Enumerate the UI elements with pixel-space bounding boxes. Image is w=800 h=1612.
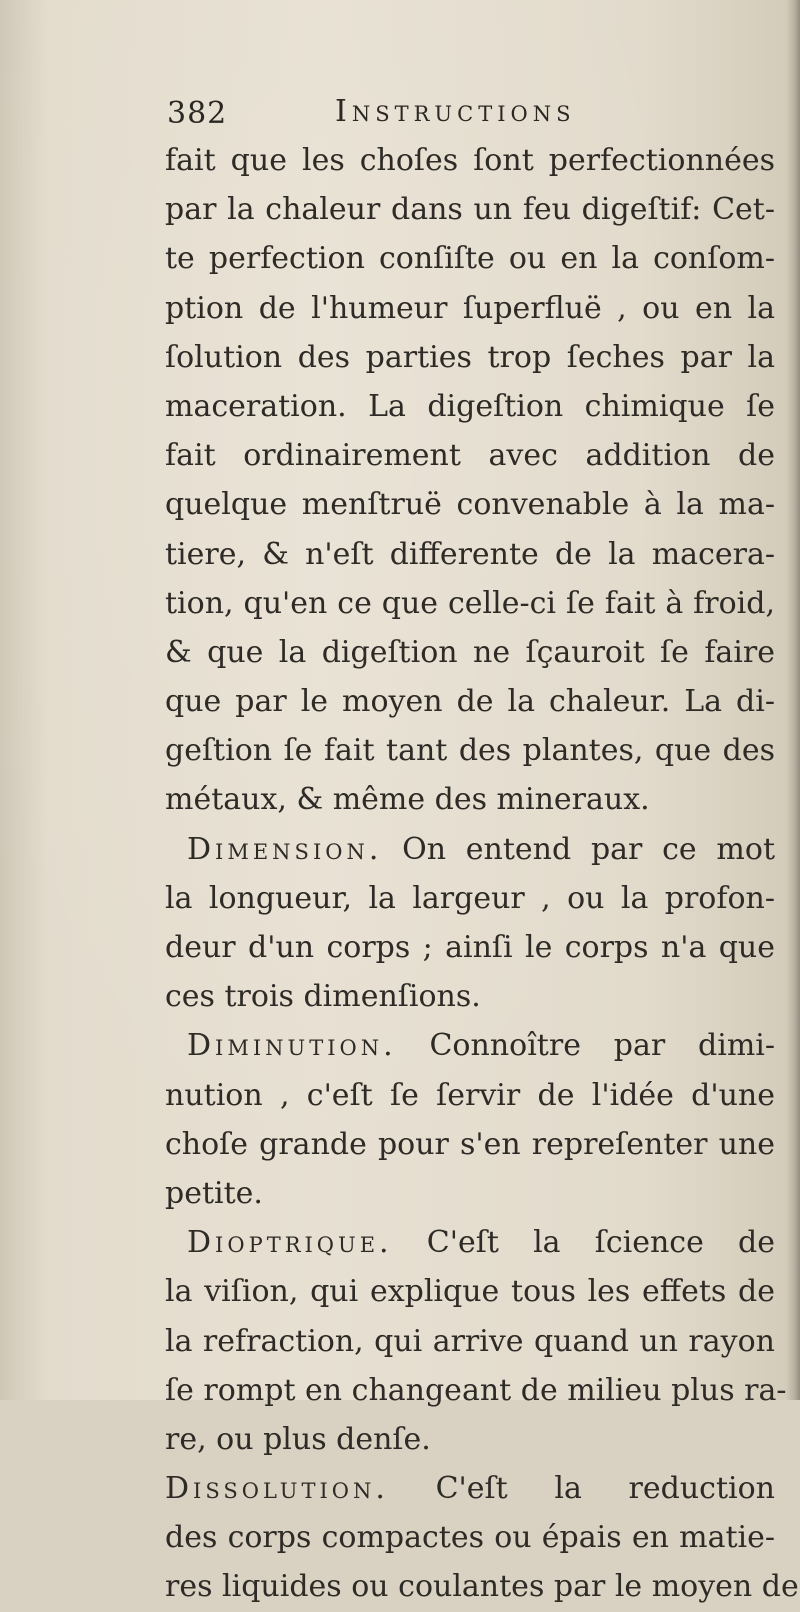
text-line <box>165 923 775 972</box>
entry-headword: Diminution. <box>187 1028 397 1064</box>
text-line <box>165 775 775 824</box>
text-line <box>165 480 775 529</box>
line-text: petite. <box>165 1175 263 1211</box>
page-edge-shadow <box>786 0 800 1400</box>
text-line <box>165 1021 775 1070</box>
text-line <box>165 1366 787 1415</box>
body-text <box>165 136 799 1612</box>
line-text: Connoître par dimi- <box>396 1028 775 1064</box>
running-head <box>167 94 777 134</box>
entry-headword: Dioptrique. <box>187 1225 393 1261</box>
line-text: ces trois dimenſions. <box>165 979 481 1015</box>
text-line <box>165 628 775 677</box>
page-number: 382 <box>167 96 228 131</box>
line-text: re, ou plus denſe. <box>165 1421 431 1457</box>
entry-headword: Dissolution. <box>165 1471 389 1507</box>
line-text: geſtion ſe fait tant des plantes, que des <box>165 733 775 769</box>
text-line <box>165 1267 775 1316</box>
line-text: & que la digeſtion ne ſçauroit ſe faire <box>165 634 775 670</box>
text-line <box>165 185 775 234</box>
text-line <box>165 234 775 283</box>
line-text: res liquides ou coulantes par le moyen de <box>165 1569 799 1605</box>
text-line <box>165 874 775 923</box>
text-line <box>165 431 775 480</box>
text-line <box>165 1071 775 1120</box>
line-text: la viſion, qui explique tous les effets de <box>165 1274 775 1310</box>
line-text: des corps compactes ou épais en matie- <box>165 1520 775 1556</box>
line-text: quelque menſtruë convenable à la ma- <box>165 487 775 523</box>
text-line <box>165 579 775 628</box>
text-line <box>165 1562 799 1611</box>
text-line <box>165 1120 775 1169</box>
line-text: tion, qu'en ce que celle-ci ſe fait à froid, <box>165 585 775 621</box>
line-text: C'eſt la reduction <box>388 1471 775 1507</box>
line-text: la refraction, qui arrive quand un rayon <box>165 1323 775 1359</box>
running-title: Instructions <box>335 94 576 129</box>
line-text: ption de l'humeur ſuperfluë , ou en la <box>165 290 775 326</box>
line-text: fait ordinairement avec addition de <box>165 438 775 474</box>
text-line <box>165 1415 775 1464</box>
text-line <box>165 333 775 382</box>
line-text: par la chaleur dans un feu digeſtif: Cet- <box>165 192 775 228</box>
line-text: tiere, & n'eſt differente de la macera- <box>165 536 775 572</box>
line-text: que par le moyen de la chaleur. La di- <box>165 684 775 720</box>
line-text: te perfection conſiſte ou en la conſom- <box>165 241 775 277</box>
text-line <box>165 1169 775 1218</box>
line-text: nution , c'eſt ſe ſervir de l'idée d'une <box>165 1077 775 1113</box>
text-line <box>165 1464 775 1513</box>
line-text: la longueur, la largeur , ou la profon- <box>165 880 775 916</box>
line-text: fait que les choſes ſont perfectionnées <box>165 143 775 178</box>
text-line <box>165 677 775 726</box>
text-line <box>165 1317 775 1366</box>
text-line <box>165 284 775 333</box>
text-line <box>165 825 775 874</box>
text-line <box>165 136 775 185</box>
text-line <box>165 530 775 579</box>
text-line <box>165 972 775 1021</box>
line-text: ſolution des parties trop ſeches par la <box>165 339 775 375</box>
line-text: C'eſt la ſcience de <box>392 1225 775 1261</box>
text-line <box>165 726 775 775</box>
line-text: métaux, & même des mineraux. <box>165 782 650 818</box>
line-text: choſe grande pour s'en repreſenter une <box>165 1126 775 1162</box>
text-line <box>165 1513 775 1562</box>
text-line <box>165 382 775 431</box>
line-text: maceration. La digeſtion chimique ſe <box>165 388 775 424</box>
entry-headword: Dimension. <box>187 831 383 867</box>
line-text: On entend par ce mot <box>382 831 775 867</box>
text-line <box>165 1218 775 1267</box>
line-text: deur d'un corps ; ainſi le corps n'a que <box>165 930 775 965</box>
line-text: ſe rompt en changeant de milieu plus ra- <box>165 1372 787 1408</box>
